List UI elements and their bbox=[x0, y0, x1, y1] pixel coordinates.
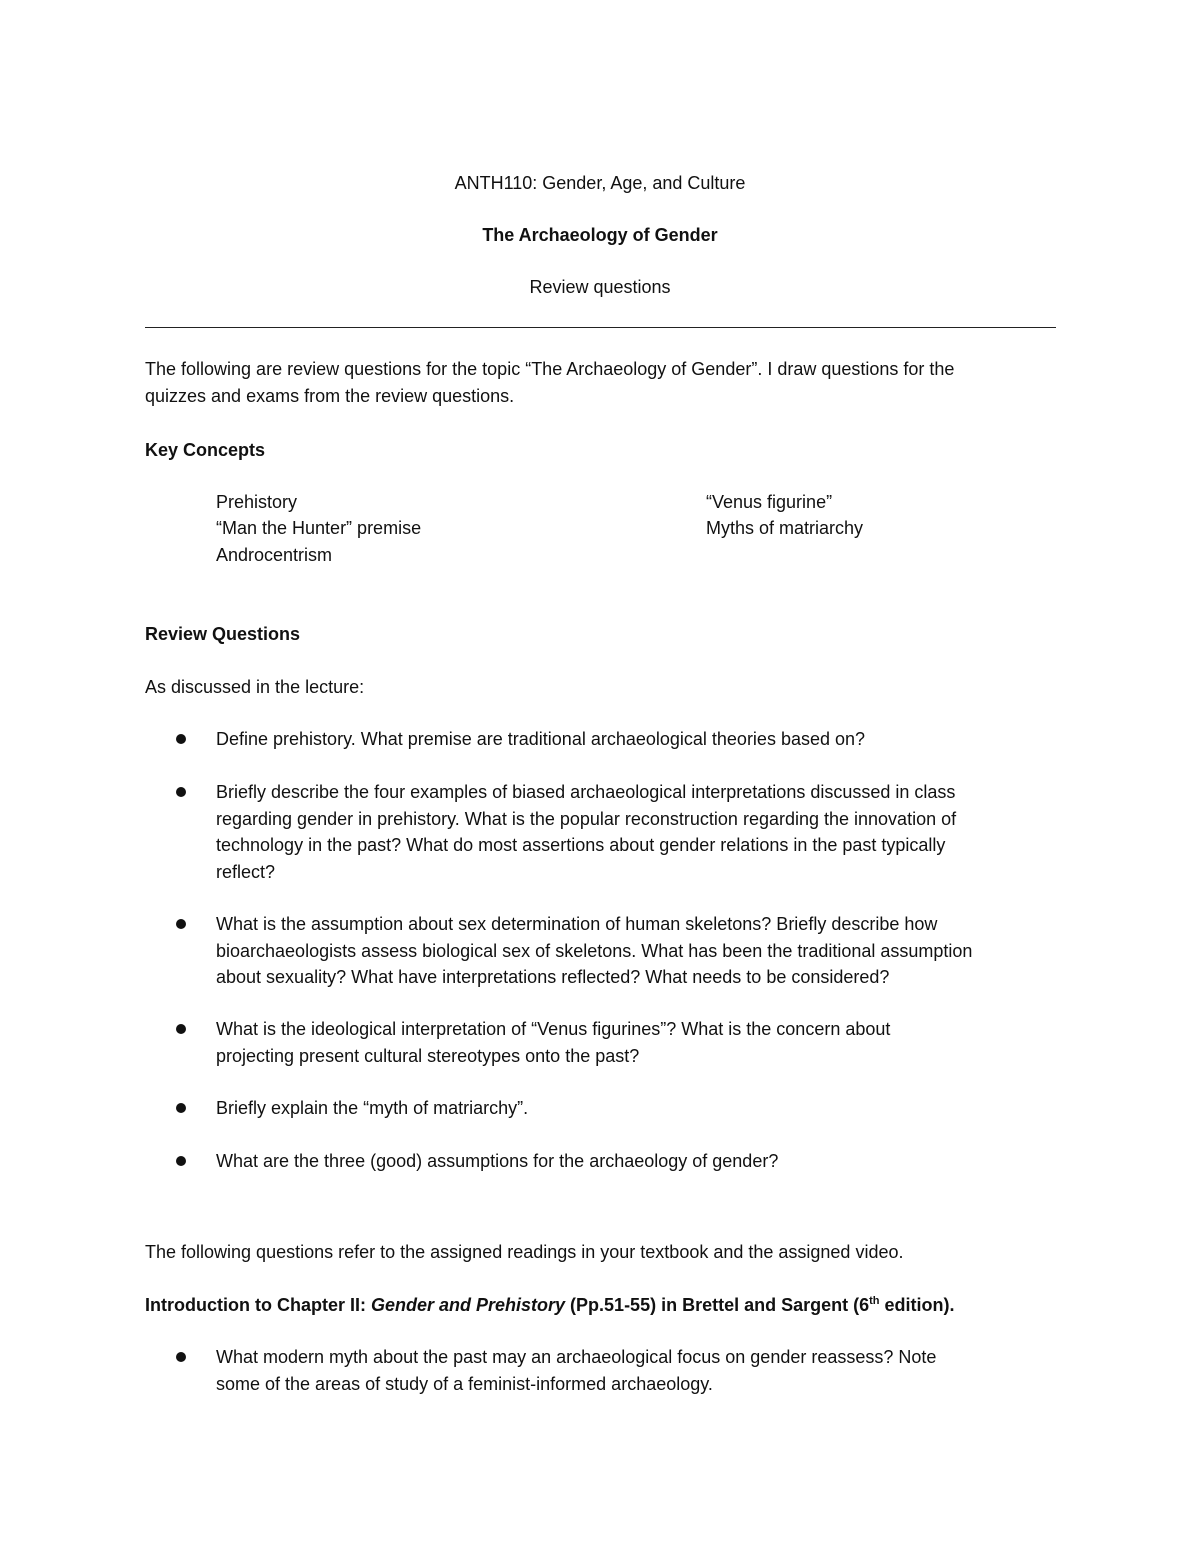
question-line: technology in the past? What do most assertions about gender relations in the past typically bbox=[216, 835, 946, 855]
question-line: projecting present cultural stereotypes onto the past? bbox=[216, 1045, 640, 1066]
page-title: The Archaeology of Gender bbox=[482, 225, 718, 245]
bullet-icon bbox=[176, 1156, 186, 1166]
key-concepts-heading: Key Concepts bbox=[145, 440, 266, 460]
header-divider bbox=[145, 327, 1056, 328]
bullet-icon bbox=[176, 919, 186, 929]
question-line: What are the three (good) assumptions for the archaeology of gender? bbox=[216, 1151, 779, 1171]
chapter-pages: (Pp.51-55) in Brettel and Sargent (6 bbox=[565, 1295, 870, 1315]
question-line: reflect? bbox=[216, 861, 276, 882]
readings-lead: The following questions refer to the assigned readings in your textbook and the assigned video. bbox=[145, 1242, 904, 1262]
bullet-icon bbox=[176, 787, 186, 797]
course-title: ANTH110: Gender, Age, and Culture bbox=[454, 173, 746, 193]
key-concept-item: Myths of matriarchy bbox=[706, 518, 864, 538]
question-line: Define prehistory. What premise are traditional archaeological theories based on? bbox=[216, 729, 866, 749]
page-subtitle: Review questions bbox=[529, 277, 671, 297]
key-concept-item: Androcentrism bbox=[216, 545, 333, 565]
key-concept-item: Prehistory bbox=[216, 492, 298, 512]
edition-superscript: th bbox=[869, 1295, 880, 1307]
review-question bbox=[216, 911, 1046, 991]
review-lead: As discussed in the lecture: bbox=[145, 677, 365, 697]
chapter-suffix: edition). bbox=[879, 1295, 955, 1315]
chapter-title: Gender and Prehistory bbox=[370, 1295, 566, 1315]
review-question bbox=[216, 1095, 1046, 1122]
key-concept-item: “Venus figurine” bbox=[706, 492, 833, 512]
bullet-icon bbox=[176, 734, 186, 744]
review-question bbox=[216, 726, 1046, 753]
review-question bbox=[216, 1148, 1046, 1175]
question-line: Briefly explain the “myth of matriarchy”. bbox=[216, 1098, 529, 1118]
key-concept-item: “Man the Hunter” premise bbox=[216, 518, 422, 538]
question-line: What is the ideological interpretation of “Venus figurines”? What is the concern about bbox=[216, 1019, 891, 1039]
review-question bbox=[216, 1016, 1046, 1069]
reading-question bbox=[216, 1344, 1046, 1397]
chapter-reference bbox=[145, 1292, 955, 1318]
question-line: What modern myth about the past may an archaeological focus on gender reassess? Note bbox=[216, 1347, 937, 1367]
question-line: Briefly describe the four examples of biased archaeological interpretations discussed in class bbox=[216, 782, 956, 802]
bullet-icon bbox=[176, 1352, 186, 1362]
question-line: What is the assumption about sex determination of human skeletons? Briefly describe how bbox=[216, 914, 938, 934]
intro-line-2: quizzes and exams from the review questions. bbox=[145, 386, 515, 406]
question-line: some of the areas of study of a feminist-informed archaeology. bbox=[216, 1373, 713, 1394]
question-line: about sexuality? What have interpretations reflected? What needs to be considered? bbox=[216, 967, 890, 987]
review-question bbox=[216, 779, 1046, 885]
intro-line-1: The following are review questions for the topic “The Archaeology of Gender”. I draw questions for the bbox=[145, 359, 955, 379]
bullet-icon bbox=[176, 1103, 186, 1113]
review-questions-heading: Review Questions bbox=[145, 624, 301, 644]
bullet-icon bbox=[176, 1024, 186, 1034]
question-line: regarding gender in prehistory. What is the popular reconstruction regarding the innovation of bbox=[216, 808, 957, 829]
chapter-prefix: Introduction to Chapter II: bbox=[145, 1295, 371, 1315]
question-line: bioarchaeologists assess biological sex of skeletons. What has been the traditional assumption bbox=[216, 940, 973, 961]
